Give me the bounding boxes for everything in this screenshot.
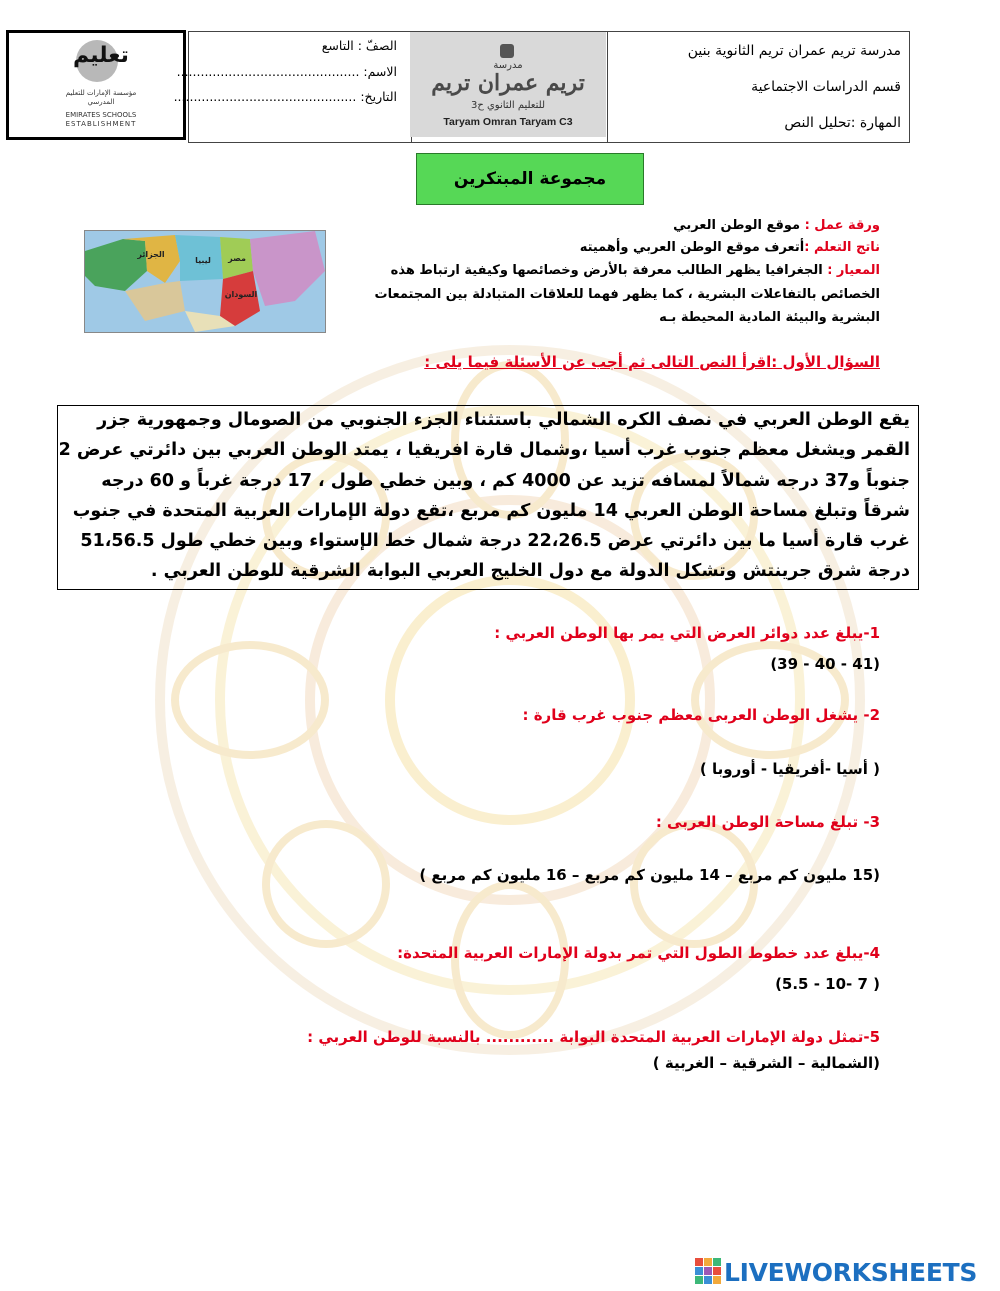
school-logo-english: Taryam Omran Taryam C3 — [443, 116, 573, 128]
question-3-text: 3- تبلغ مساحة الوطن العربى : — [655, 813, 880, 831]
map-label-algeria: الجزائر — [137, 250, 165, 259]
question-1-text: 1-يبلغ عدد دوائر العرض التي يمر بها الوطن العربي : — [494, 624, 880, 642]
passage-line-4: شرقاً وتبلغ مساحة الوطن العربي 14 مليون كم مربع ،تقع دولة الإمارات العربية المتحدة في جنوب — [72, 501, 910, 521]
question-2-text: 2- يشغل الوطن العربى معظم جنوب غرب قارة : — [522, 706, 880, 724]
passage-line-5: غرب قارة أسيا ما بين دائرتي عرض 22،26.5 درجة شمال خط الإستواء وبين خطي طول 51،56.5 — [80, 531, 910, 551]
ministry-logo — [65, 37, 137, 133]
date-field[interactable]: التاريخ: .............................................. — [173, 89, 397, 104]
group-title: مجموعة المبتكرين — [416, 153, 644, 205]
ministry-logo-english-1: EMIRATES SCHOOLS — [65, 111, 137, 119]
map-label-egypt: مصر — [228, 254, 246, 263]
map-label-sudan: السودان — [224, 290, 258, 299]
standard-line-1 — [391, 263, 880, 278]
standard-text-1: الجغرافيا يظهر الطالب معرفة بالأرض وخصائصها وكيفية ارتباط هذه — [390, 263, 823, 278]
liveworksheets-brand[interactable]: LIVEWORKSHEETS — [724, 1258, 978, 1287]
ministry-logo-english-2: ESTABLISHMENT — [65, 120, 137, 128]
school-logo-word: مدرسة — [493, 60, 523, 71]
question-1-title: السؤال الأول :اقرأ النص التالى ثم أجب عن الأسئلة فيما يلى : — [424, 353, 880, 371]
school-name: مدرسة تريم عمران تريم الثانوية بنين — [687, 43, 901, 59]
arab-world-map — [84, 230, 326, 333]
question-4-text: 4-يبلغ عدد خطوط الطول التي تمر بدولة الإمارات العربية المتحدة: — [397, 944, 880, 962]
standard-label: المعيار : — [827, 263, 880, 278]
outcome-value: أتعرف موقع الوطن العربي وأهميته — [579, 240, 805, 255]
outcome-label: ناتج التعلم : — [804, 240, 880, 255]
outcome-line — [580, 240, 880, 255]
question-1-options[interactable]: (39 - 40 - 41) — [770, 655, 880, 673]
question-2-options[interactable]: ( أسيا -أفريقيا - أوروبا ) — [699, 760, 880, 778]
school-logo — [410, 32, 606, 137]
passage-line-3: جنوباً و37 درجه شمالاً لمسافه تزيد عن 4000 كم ، وبين خطي طول ، 17 درجة غرباً و 60 درجه — [101, 471, 910, 491]
question-5-options[interactable]: (الشمالية – الشرقية – الغربية ) — [652, 1054, 880, 1072]
ministry-logo-arabic-sub: مؤسسة الإمارات للتعليم المدرسي — [65, 89, 137, 106]
standard-text-3: البشرية والبيئة المادية المحيطة بـه — [659, 310, 880, 325]
school-logo-subtitle: للتعليم الثانوي ح3 — [470, 100, 546, 111]
worksheet-value: موقع الوطن العربي — [673, 218, 801, 233]
question-3-options[interactable]: (15 مليون كم مربع – 14 مليون كم مربع – 16 مليون كم مربع ) — [419, 866, 880, 884]
ministry-logo-arabic: تعليم — [73, 43, 129, 68]
passage-line-2: القمر ويشغل معظم جنوب غرب أسيا ،وشمال قارة افريقيا ، يمتد الوطن العربي بين دائرتي عرض 2 — [58, 440, 910, 460]
school-logo-arabic-name: تريم عمران تريم — [431, 70, 585, 96]
worksheet-line — [673, 218, 880, 233]
passage-line-1: يقع الوطن العربي في نصف الكره الشمالي باستثناء الجزء الجنوبي من الصومال وجمهورية جزر — [97, 410, 910, 430]
worksheet-label: ورقة عمل : — [804, 218, 880, 233]
map-label-libya: ليبيا — [195, 256, 211, 265]
ministry-logo-box — [6, 30, 186, 140]
liveworksheets-logo-icon — [695, 1258, 721, 1284]
passage-box — [57, 405, 919, 590]
school-logo-mark-icon — [500, 44, 514, 58]
department-name: قسم الدراسات الاجتماعية — [751, 79, 901, 95]
name-field[interactable]: الاسم: .............................................. — [176, 64, 397, 79]
passage-line-6: درجة شرق جرينتش وتشكل الدولة مع دول الخليج العربي البوابة الشرقية للوطن العربي . — [150, 561, 910, 581]
question-5-text: 5-تمثل دولة الإمارات العربية المتحدة البوابة ............ بالنسبة للوطن العربي : — [307, 1028, 880, 1046]
class-label: الصفّ : التاسع — [321, 38, 397, 53]
skill-label: المهارة :تحليل النص — [784, 115, 901, 131]
standard-text-2: الخصائص بالتفاعلات البشرية ، كما يظهر فهما للعلاقات المتبادلة بين المجتمعات — [374, 287, 880, 302]
question-4-options[interactable]: (5.5 - 10- 7 ) — [775, 975, 880, 993]
